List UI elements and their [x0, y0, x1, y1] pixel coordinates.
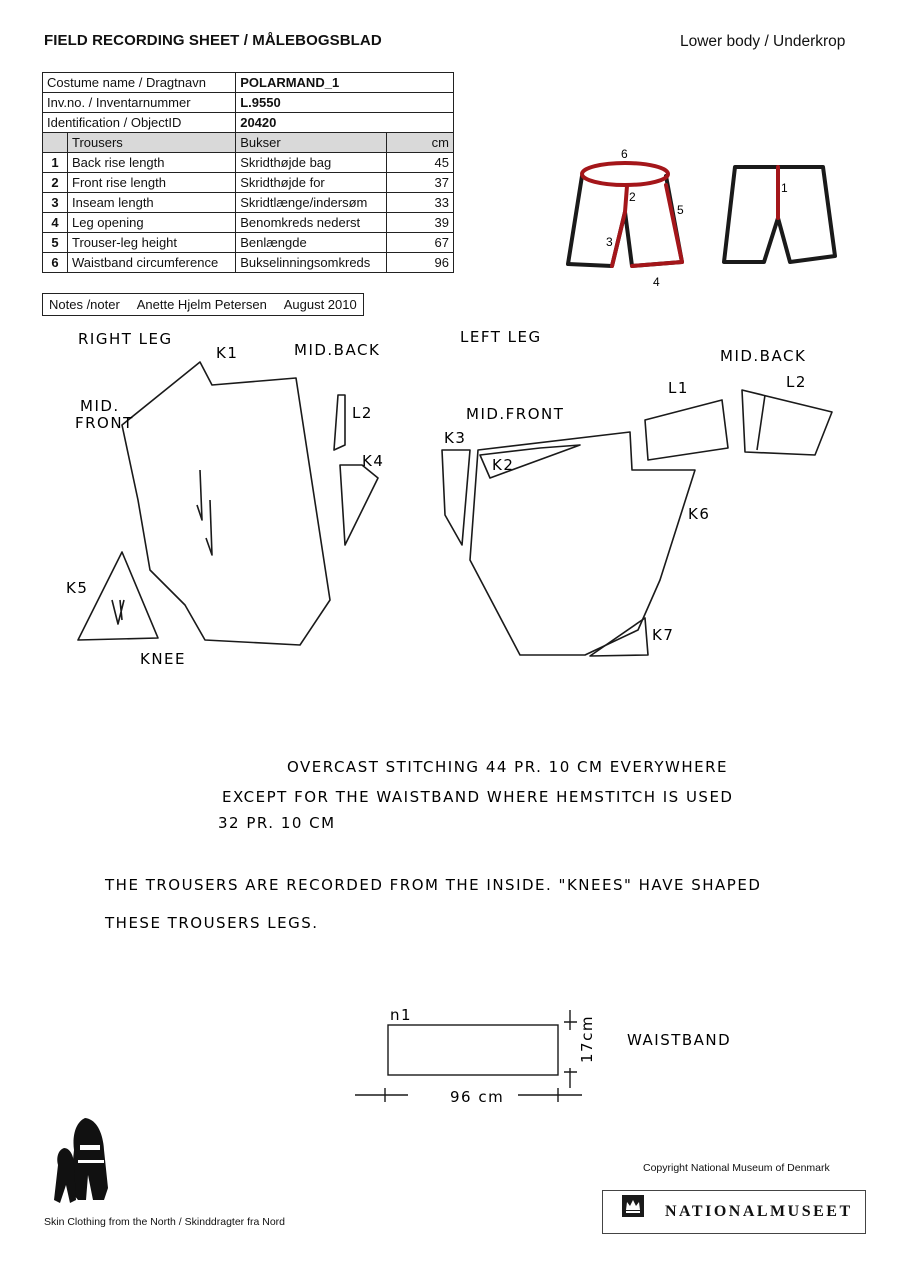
- piece-l2-left: [742, 390, 832, 455]
- mid-front-right-label-2: FRONT: [75, 414, 134, 432]
- row-label-da: Skridthøjde bag: [236, 153, 387, 173]
- piece-l1: [645, 400, 728, 460]
- row-label-da: Benlængde: [236, 233, 387, 253]
- k7-label: K7: [652, 626, 675, 644]
- inv-label: Inv.no. / Inventarnummer: [43, 93, 236, 113]
- row-label-en: Leg opening: [68, 213, 236, 233]
- grain-arrow-icon: [197, 470, 212, 555]
- row-value: 96: [387, 253, 454, 273]
- waistband-width: 96 cm: [450, 1088, 505, 1106]
- mid-front-right-label: MID.: [80, 397, 120, 415]
- right-leg-pattern: [78, 362, 378, 645]
- piece-k7: [590, 618, 648, 656]
- waistband-height: 17cm: [578, 1015, 596, 1063]
- row-value: 33: [387, 193, 454, 213]
- right-leg-main-piece: [122, 362, 330, 645]
- diagram-number-6: 6: [621, 147, 628, 161]
- adult-figure-icon: [70, 1118, 108, 1200]
- row-number: 1: [43, 153, 68, 173]
- notes-author: Anette Hjelm Petersen: [136, 297, 267, 312]
- row-label-da: Skridtlænge/indersøm: [236, 193, 387, 213]
- row-number: 6: [43, 253, 68, 273]
- copyright-text: Copyright National Museum of Denmark: [643, 1162, 830, 1174]
- height-dimension-marks: [564, 1010, 577, 1088]
- diagram-number-5: 5: [677, 203, 684, 217]
- trousers-front-diagram: [568, 163, 682, 266]
- mid-back-right-label: MID.BACK: [294, 341, 381, 359]
- leg-height-line: [632, 185, 682, 266]
- waistband-label: WAISTBAND: [627, 1031, 732, 1049]
- row-number: 3: [43, 193, 68, 213]
- l2-left-label: L2: [786, 373, 807, 391]
- k4-label: K4: [362, 452, 385, 470]
- piece-k4: [340, 465, 378, 545]
- id-label: Identification / ObjectID: [43, 113, 236, 133]
- trousers-back-diagram: [724, 167, 835, 262]
- left-leg-pattern: [442, 390, 832, 656]
- row-label-en: Trouser-leg height: [68, 233, 236, 253]
- costume-value: POLARMAND_1: [236, 73, 454, 93]
- waistband-piece-label: n1: [390, 1006, 413, 1024]
- series-footer: Skin Clothing from the North / Skinddragter fra Nord: [44, 1216, 286, 1228]
- row-number: 4: [43, 213, 68, 233]
- piece-l2-right: [334, 395, 345, 450]
- row-number: 5: [43, 233, 68, 253]
- left-leg-label: LEFT LEG: [460, 328, 542, 346]
- k1-label: K1: [216, 344, 239, 362]
- inseam-line: [612, 212, 625, 266]
- k2-label: K2: [492, 456, 515, 474]
- costume-label: Costume name / Dragtnavn: [43, 73, 236, 93]
- crown-icon: [622, 1195, 644, 1217]
- knee-label: KNEE: [140, 650, 187, 668]
- row-label-da: Skridthøjde for: [236, 173, 387, 193]
- row-value: 45: [387, 153, 454, 173]
- waistband-rect: [388, 1025, 558, 1075]
- note-line-1: OVERCAST STITCHING 44 PR. 10 CM EVERYWHERE: [287, 758, 729, 776]
- row-label-en: Front rise length: [68, 173, 236, 193]
- notes-label: Notes /noter: [49, 297, 120, 312]
- piece-k5: [78, 552, 158, 640]
- diagram-number-4: 4: [653, 275, 660, 289]
- piece-k3: [442, 450, 470, 545]
- child-figure-icon: [54, 1148, 76, 1203]
- row-value: 37: [387, 173, 454, 193]
- l1-label: L1: [668, 379, 689, 397]
- section-label: Lower body / Underkrop: [680, 33, 846, 50]
- inv-value: L.9550: [236, 93, 454, 113]
- note-line-3: 32 PR. 10 CM: [218, 814, 336, 832]
- row-label-da: Bukselinningsomkreds: [236, 253, 387, 273]
- row-label-en: Inseam length: [68, 193, 236, 213]
- k6-label: K6: [688, 505, 711, 523]
- note-line-5: THESE TROUSERS LEGS.: [105, 914, 319, 932]
- notes-date: August 2010: [283, 297, 357, 312]
- row-label-en: Back rise length: [68, 153, 236, 173]
- diagram-number-1: 1: [781, 181, 788, 195]
- sheet-title: FIELD RECORDING SHEET / MÅLEBOGSBLAD: [44, 32, 382, 49]
- header-bukser: Bukser: [236, 133, 387, 153]
- k5-label: K5: [66, 579, 89, 597]
- id-value: 20420: [236, 113, 454, 133]
- row-number: 2: [43, 173, 68, 193]
- header-unit: cm: [387, 133, 454, 153]
- row-value: 67: [387, 233, 454, 253]
- museum-name: NATIONALMUSEET: [665, 1203, 853, 1220]
- diagram-number-3: 3: [606, 235, 613, 249]
- header-trousers: Trousers: [68, 133, 236, 153]
- row-label-en: Waistband circumference: [68, 253, 236, 273]
- row-value: 39: [387, 213, 454, 233]
- waist-measure-line: [582, 163, 668, 185]
- mid-back-left-label: MID.BACK: [720, 347, 807, 365]
- diagram-number-2: 2: [629, 190, 636, 204]
- note-line-4: THE TROUSERS ARE RECORDED FROM THE INSIDE. "KNEES" HAVE SHAPED: [105, 876, 762, 894]
- k3-label: K3: [444, 429, 467, 447]
- front-rise-line: [625, 186, 627, 212]
- mid-front-left-label: MID.FRONT: [466, 405, 565, 423]
- row-label-da: Benomkreds nederst: [236, 213, 387, 233]
- l2-right-label: L2: [352, 404, 373, 422]
- arrow-icon: [112, 600, 124, 624]
- note-line-2: EXCEPT FOR THE WAISTBAND WHERE HEMSTITCH IS USED: [222, 788, 734, 806]
- right-leg-label: RIGHT LEG: [78, 330, 173, 348]
- skin-clothing-logo: [54, 1118, 108, 1203]
